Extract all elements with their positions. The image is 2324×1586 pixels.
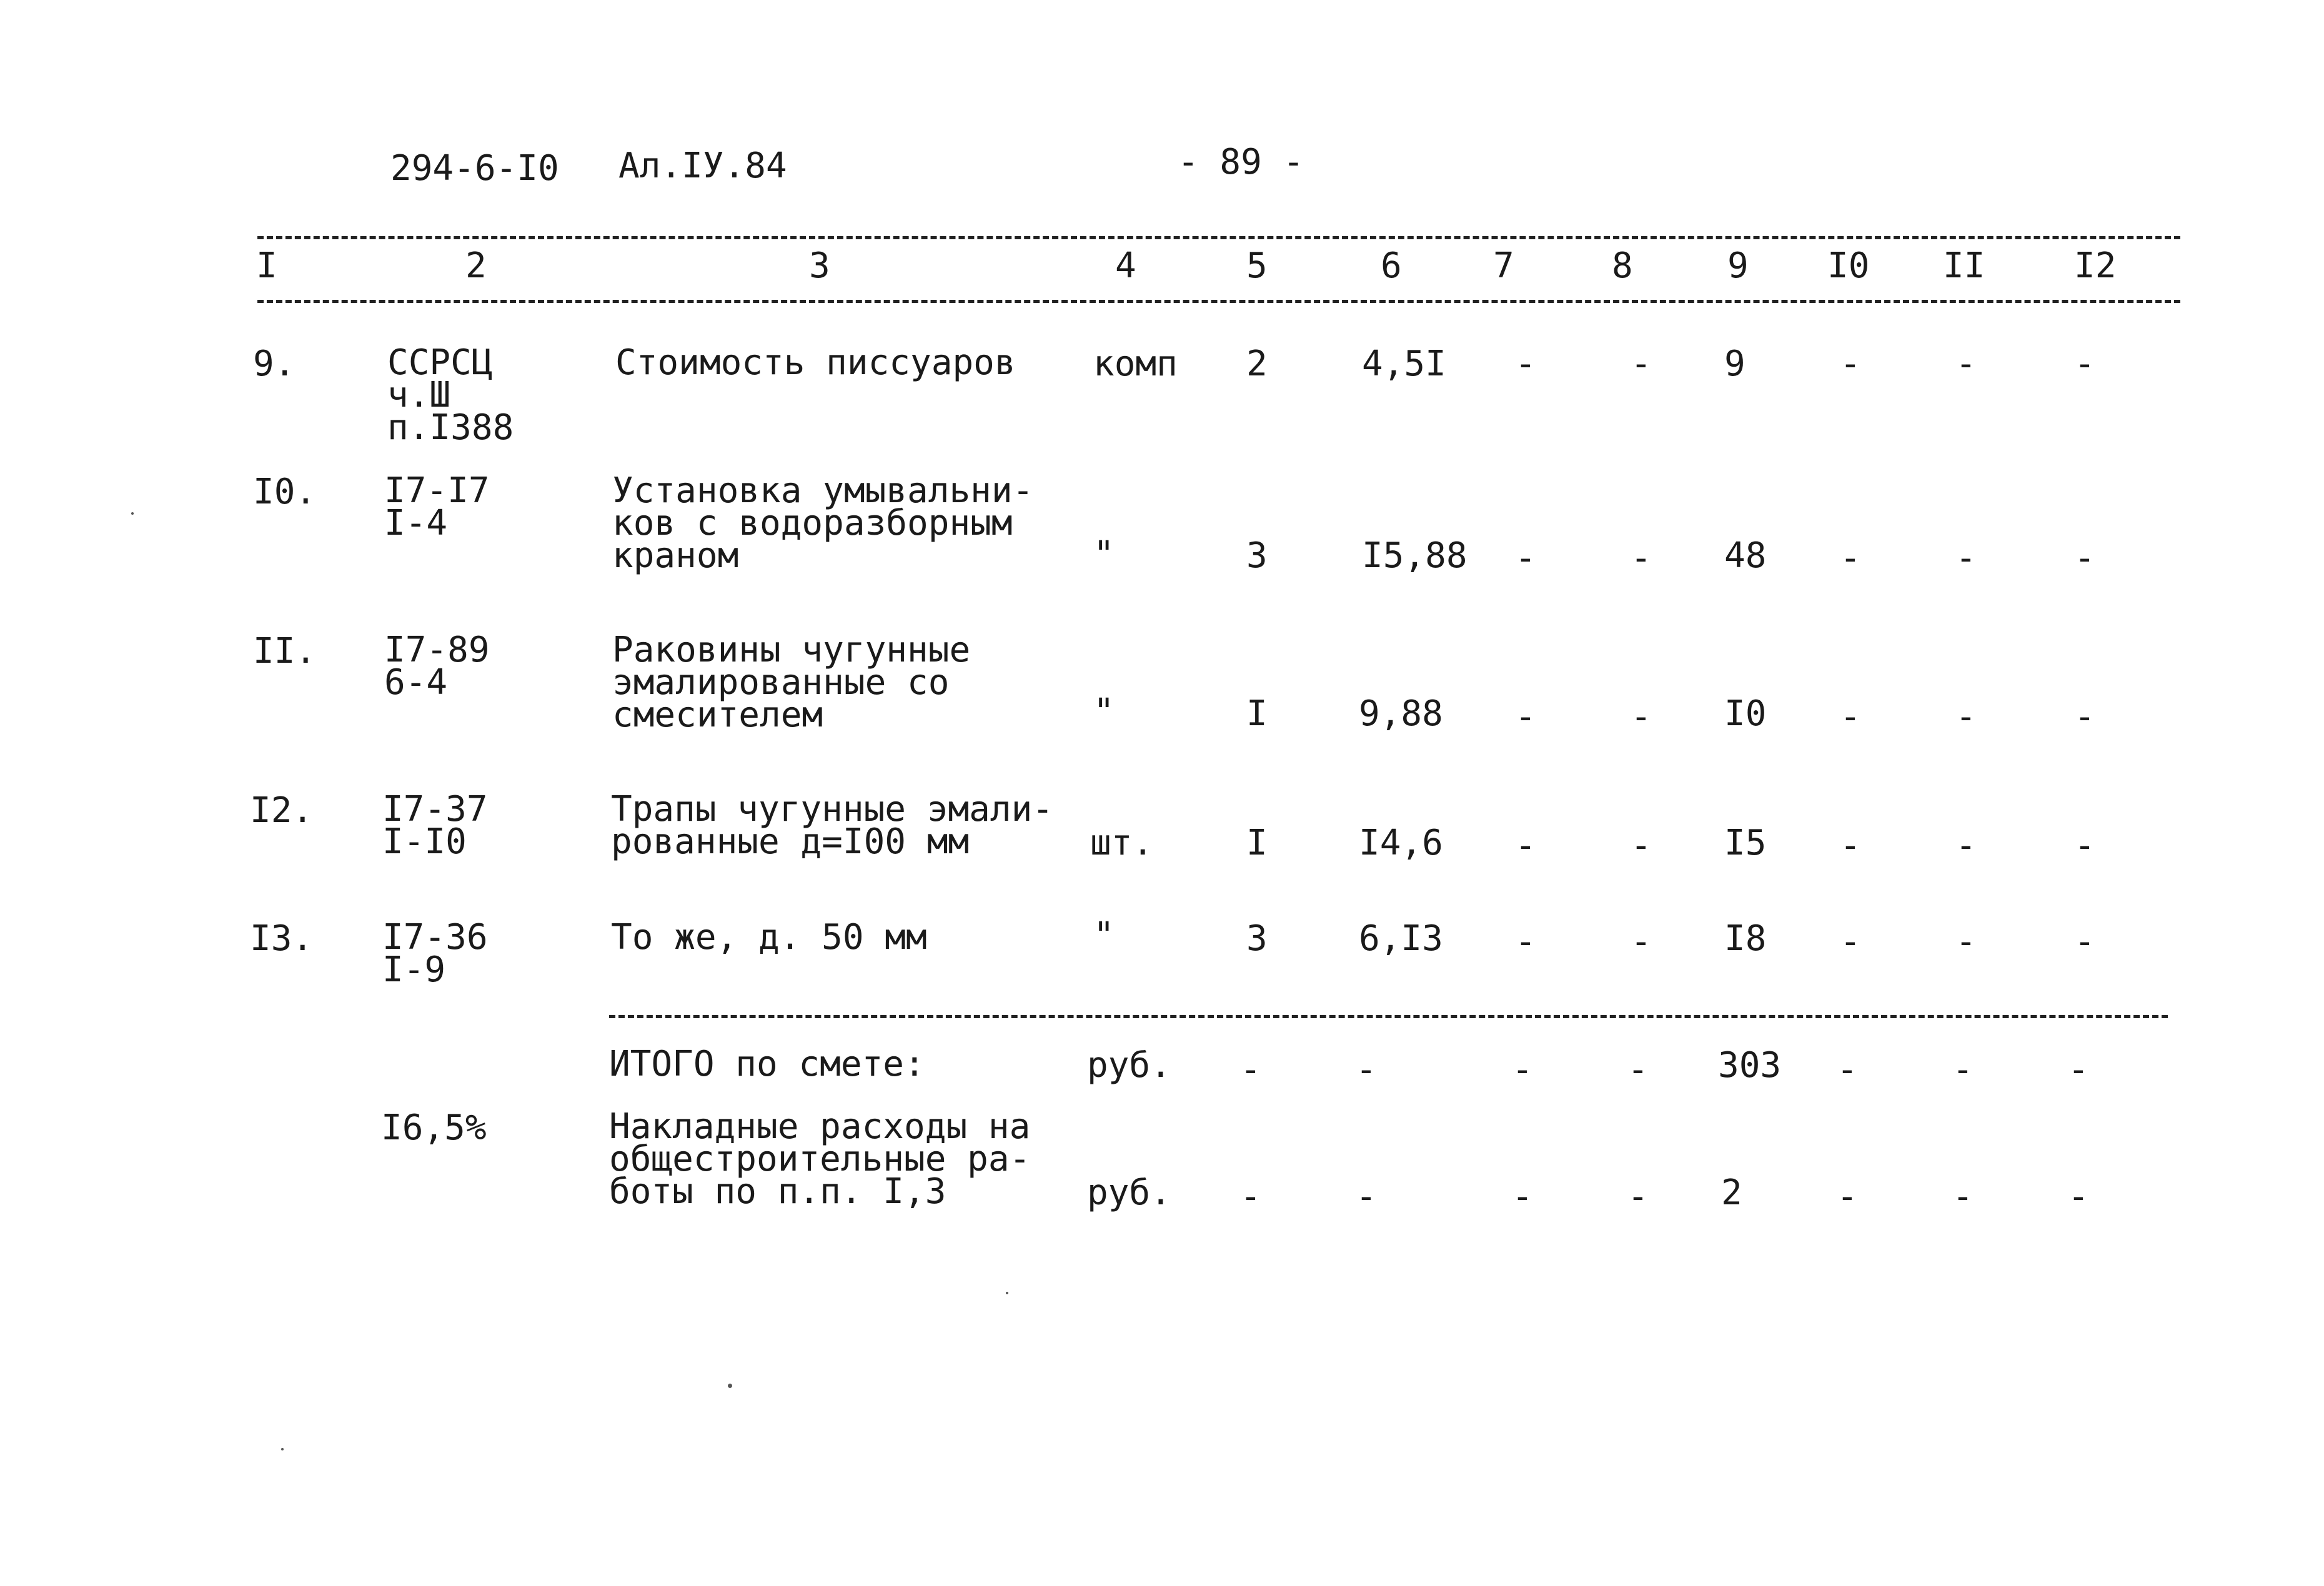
total-row-col7: - xyxy=(1512,1049,1533,1090)
table-row-9-col11: - xyxy=(1955,344,1977,384)
column-header-2: 2 xyxy=(465,245,487,286)
table-row-12-unit: шт. xyxy=(1090,823,1154,863)
table-row-11-code: I7-89 6-4 xyxy=(384,630,490,703)
table-row-10-number: I0. xyxy=(253,472,317,512)
overhead-row-quantity: - xyxy=(1240,1176,1261,1217)
overhead-row-col8: - xyxy=(1627,1176,1649,1217)
album-reference: Ал.IУ.84 xyxy=(618,146,787,186)
table-row-10-quantity: 3 xyxy=(1246,535,1268,576)
table-row-9-col9: 9 xyxy=(1724,344,1745,384)
overhead-row-col7: - xyxy=(1512,1176,1533,1217)
table-row-9-unit: комп xyxy=(1093,344,1178,384)
scan-speck xyxy=(728,1384,732,1388)
page-number: - 89 - xyxy=(1178,142,1304,182)
table-row-10-unit: " xyxy=(1093,534,1115,575)
table-row-11-price: 9,88 xyxy=(1359,693,1443,734)
header-bottom-rule xyxy=(257,300,2180,303)
overhead-row-description: Накладные расходы на общестроительные ра- боты по п.п. I,3 xyxy=(609,1106,1031,1212)
total-row-col11: - xyxy=(1952,1049,1974,1090)
table-row-9-quantity: 2 xyxy=(1246,344,1268,384)
table-row-12-price: I4,6 xyxy=(1359,823,1443,863)
table-row-13-price: 6,I3 xyxy=(1359,918,1443,959)
table-row-10-col10: - xyxy=(1840,538,1861,578)
table-row-11-col12: - xyxy=(2074,696,2095,737)
table-row-9-col12: - xyxy=(2074,344,2095,384)
column-header-8: 8 xyxy=(1612,245,1633,286)
table-row-13-col10: - xyxy=(1840,921,1861,962)
total-row-unit: руб. xyxy=(1087,1045,1171,1086)
table-row-11-col10: - xyxy=(1840,696,1861,737)
table-row-12-col10: - xyxy=(1840,825,1861,866)
overhead-row-price: - xyxy=(1356,1176,1377,1217)
overhead-row-col9: 2 xyxy=(1721,1172,1742,1213)
column-header-4: 4 xyxy=(1115,245,1136,286)
table-row-11-number: II. xyxy=(253,631,317,672)
totals-separator-rule xyxy=(609,1015,2168,1018)
table-row-9-col10: - xyxy=(1840,344,1861,384)
overhead-row-unit: руб. xyxy=(1087,1172,1171,1213)
table-row-12-col9: I5 xyxy=(1724,823,1767,863)
total-row-col12: - xyxy=(2068,1049,2089,1090)
table-row-9-col8: - xyxy=(1631,344,1652,384)
total-row-price: - xyxy=(1356,1049,1377,1090)
table-row-13-unit: " xyxy=(1093,915,1115,956)
overhead-row-col12: - xyxy=(2068,1176,2089,1217)
total-row-quantity: - xyxy=(1240,1049,1261,1090)
table-row-13-col12: - xyxy=(2074,921,2095,962)
table-row-13-col9: I8 xyxy=(1724,918,1767,959)
table-row-13-col11: - xyxy=(1955,921,1977,962)
table-row-10-col9: 48 xyxy=(1724,535,1767,576)
table-row-9-col7: - xyxy=(1515,344,1536,384)
column-header-7: 7 xyxy=(1493,245,1514,286)
scan-speck xyxy=(1006,1292,1008,1294)
header-top-rule xyxy=(257,236,2180,239)
scan-speck xyxy=(281,1448,284,1450)
total-row-col8: - xyxy=(1627,1049,1649,1090)
table-row-13-description: То же, д. 50 мм xyxy=(611,917,927,958)
column-header-1: I xyxy=(256,245,277,286)
table-row-13-quantity: 3 xyxy=(1246,918,1268,959)
table-row-10-col11: - xyxy=(1955,538,1977,578)
table-row-13-number: I3. xyxy=(250,918,314,959)
table-row-12-number: I2. xyxy=(250,790,314,831)
table-row-12-col11: - xyxy=(1955,825,1977,866)
total-row-col9: 303 xyxy=(1718,1045,1782,1086)
table-row-9-number: 9. xyxy=(253,344,295,384)
table-row-10-col12: - xyxy=(2074,538,2095,578)
table-row-10-price: I5,88 xyxy=(1362,535,1467,576)
table-row-11-description: Раковины чугунные эмалированные со смесителем xyxy=(612,630,971,735)
column-header-12: I2 xyxy=(2074,245,2117,286)
total-row-description: ИТОГО по смете: xyxy=(609,1044,925,1084)
table-row-12-quantity: I xyxy=(1246,823,1268,863)
table-row-10-description: Установка умывальни- ков с водоразборным краном xyxy=(612,470,1034,576)
table-row-10-col8: - xyxy=(1631,538,1652,578)
table-row-11-unit: " xyxy=(1093,691,1115,732)
document-code: 294-6-I0 xyxy=(390,148,559,189)
table-row-9-price: 4,5I xyxy=(1362,344,1446,384)
table-row-9-description: Стоимость писсуаров xyxy=(615,342,1016,383)
table-row-10-col7: - xyxy=(1515,538,1536,578)
table-row-12-code: I7-37 I-I0 xyxy=(382,789,488,862)
table-row-11-col7: - xyxy=(1515,696,1536,737)
table-row-12-col7: - xyxy=(1515,825,1536,866)
table-row-13-code: I7-36 I-9 xyxy=(382,917,488,990)
table-row-11-col8: - xyxy=(1631,696,1652,737)
column-header-6: 6 xyxy=(1381,245,1402,286)
table-row-13-col7: - xyxy=(1515,921,1536,962)
table-row-11-col9: I0 xyxy=(1724,693,1767,734)
column-header-5: 5 xyxy=(1246,245,1268,286)
table-row-12-col8: - xyxy=(1631,825,1652,866)
overhead-row-col11: - xyxy=(1952,1176,1974,1217)
table-row-11-quantity: I xyxy=(1246,693,1268,734)
column-header-3: 3 xyxy=(809,245,830,286)
table-row-12-description: Трапы чугунные эмали- рованные д=I00 мм xyxy=(611,789,1054,862)
overhead-row-percent: I6,5% xyxy=(381,1108,487,1148)
table-row-12-col12: - xyxy=(2074,825,2095,866)
total-row-col10: - xyxy=(1837,1049,1858,1090)
table-row-13-col8: - xyxy=(1631,921,1652,962)
table-row-10-code: I7-I7 I-4 xyxy=(384,470,490,543)
column-header-10: I0 xyxy=(1827,245,1870,286)
scan-speck xyxy=(131,512,134,515)
table-row-11-col11: - xyxy=(1955,696,1977,737)
column-header-9: 9 xyxy=(1727,245,1749,286)
table-row-9-code: ССРСЦ ч.Ш п.I388 xyxy=(387,342,514,448)
column-header-11: II xyxy=(1943,245,1985,286)
overhead-row-col10: - xyxy=(1837,1176,1858,1217)
